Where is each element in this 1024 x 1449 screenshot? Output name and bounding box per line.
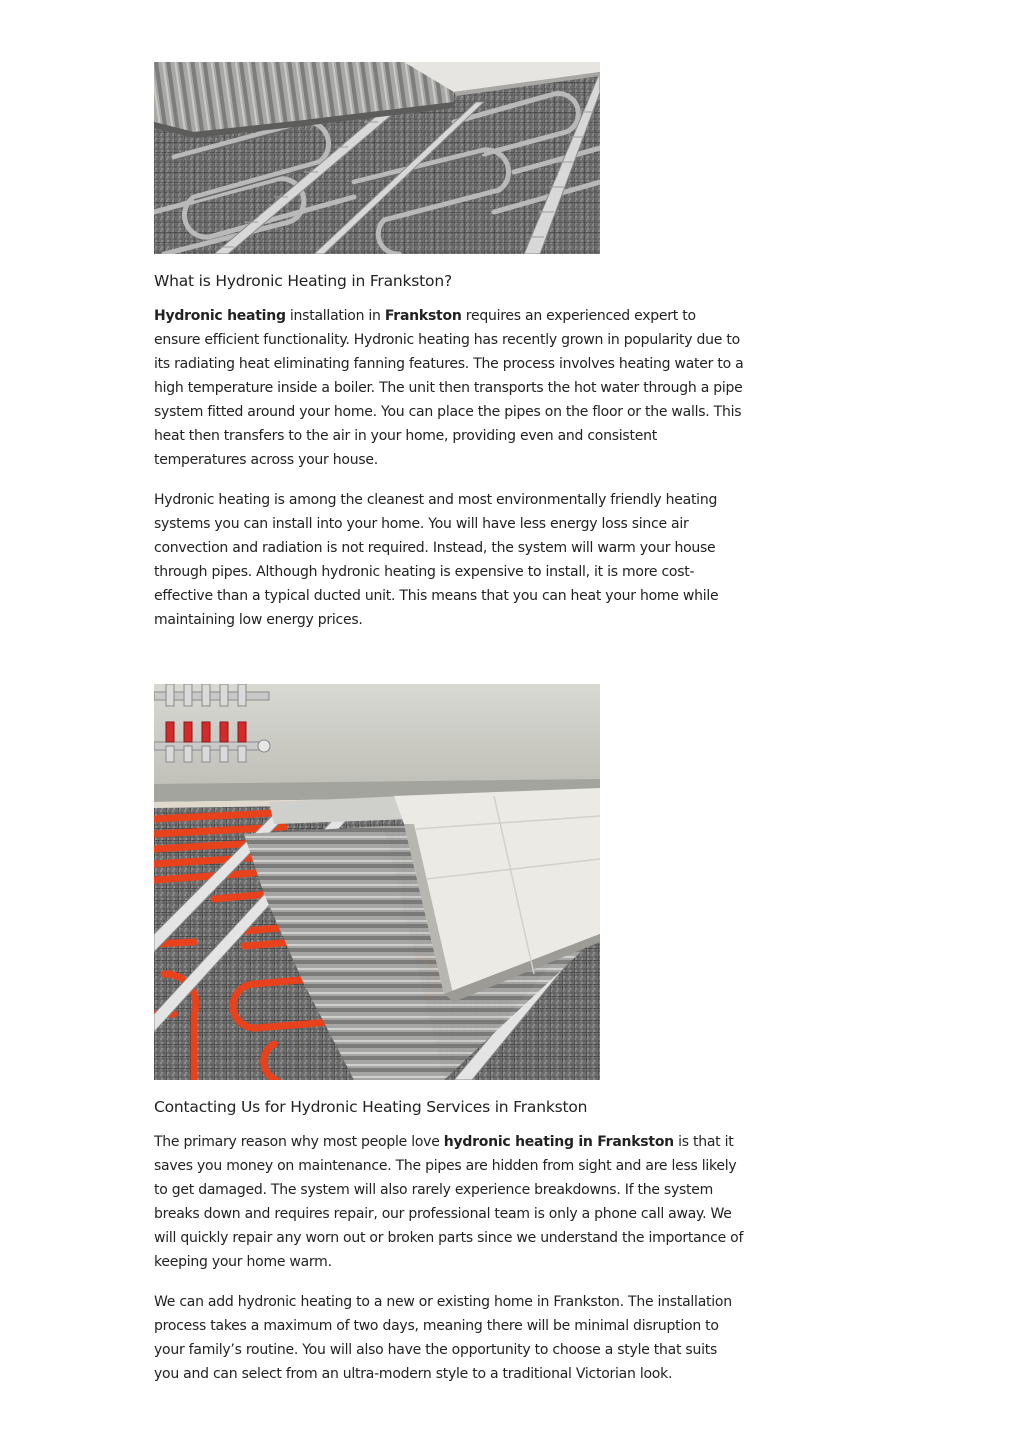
paragraph-maintenance (154, 1130, 746, 1274)
section-heading-what-is-hydronic-heating: What is Hydronic Heating in Frankston? (154, 272, 452, 290)
paragraph-environment: Hydronic heating is among the cleanest and most environmentally friendly heating systems you can install into your home. You will have less energy loss since air convection and radiation is not required. Instead, the system will warm your house through pipes. Although hydronic heating is expensive to install, it is more cost-effective than a typical ducted unit. This means that you can heat your home while maintaining low energy prices. (154, 492, 719, 628)
underfloor-heating-photo-grey (154, 62, 600, 254)
paragraph-text: requires an experienced expert to ensure efficient functionality. Hydronic heating has recently grown in popularity due to its radiating heat eliminating fanning features. The process involves heating water to a high temperature inside a boiler. The unit then transports the hot water through a pipe system fitted around your home. You can place the pipes on the floor or the walls. This heat then transfers to the air in your home, providing even and consistent temperatures across your house. (154, 308, 744, 468)
bold-frankston: Frankston (384, 308, 462, 324)
paragraph-text: is that it saves you money on maintenance. The pipes are hidden from sight and are less likely to get damaged. The system will also rarely experience breakdowns. If the system breaks down and requires repair, our professional team is only a phone call away. We will quickly repair any worn out or broken parts since we understand the importance of keeping your home warm. (154, 1134, 744, 1270)
article (154, 62, 746, 1386)
paragraph-intro (154, 304, 746, 472)
paragraph-installation: We can add hydronic heating to a new or existing home in Frankston. The installation process takes a maximum of two days, meaning there will be minimal disruption to your family’s routine. You will also have the opportunity to choose a style that suits you and can select from an ultra-modern style to a traditional Victorian look. (154, 1294, 732, 1382)
paragraph-text: installation in (285, 308, 385, 324)
bold-hydronic-heating-in-frankston: hydronic heating in Frankston (443, 1134, 674, 1150)
section-heading-contacting-us: Contacting Us for Hydronic Heating Services in Frankston (154, 1098, 588, 1116)
paragraph-text: The primary reason why most people love (154, 1134, 444, 1150)
bold-hydronic-heating: Hydronic heating (154, 308, 286, 324)
underfloor-heating-photo-red (154, 684, 600, 1080)
